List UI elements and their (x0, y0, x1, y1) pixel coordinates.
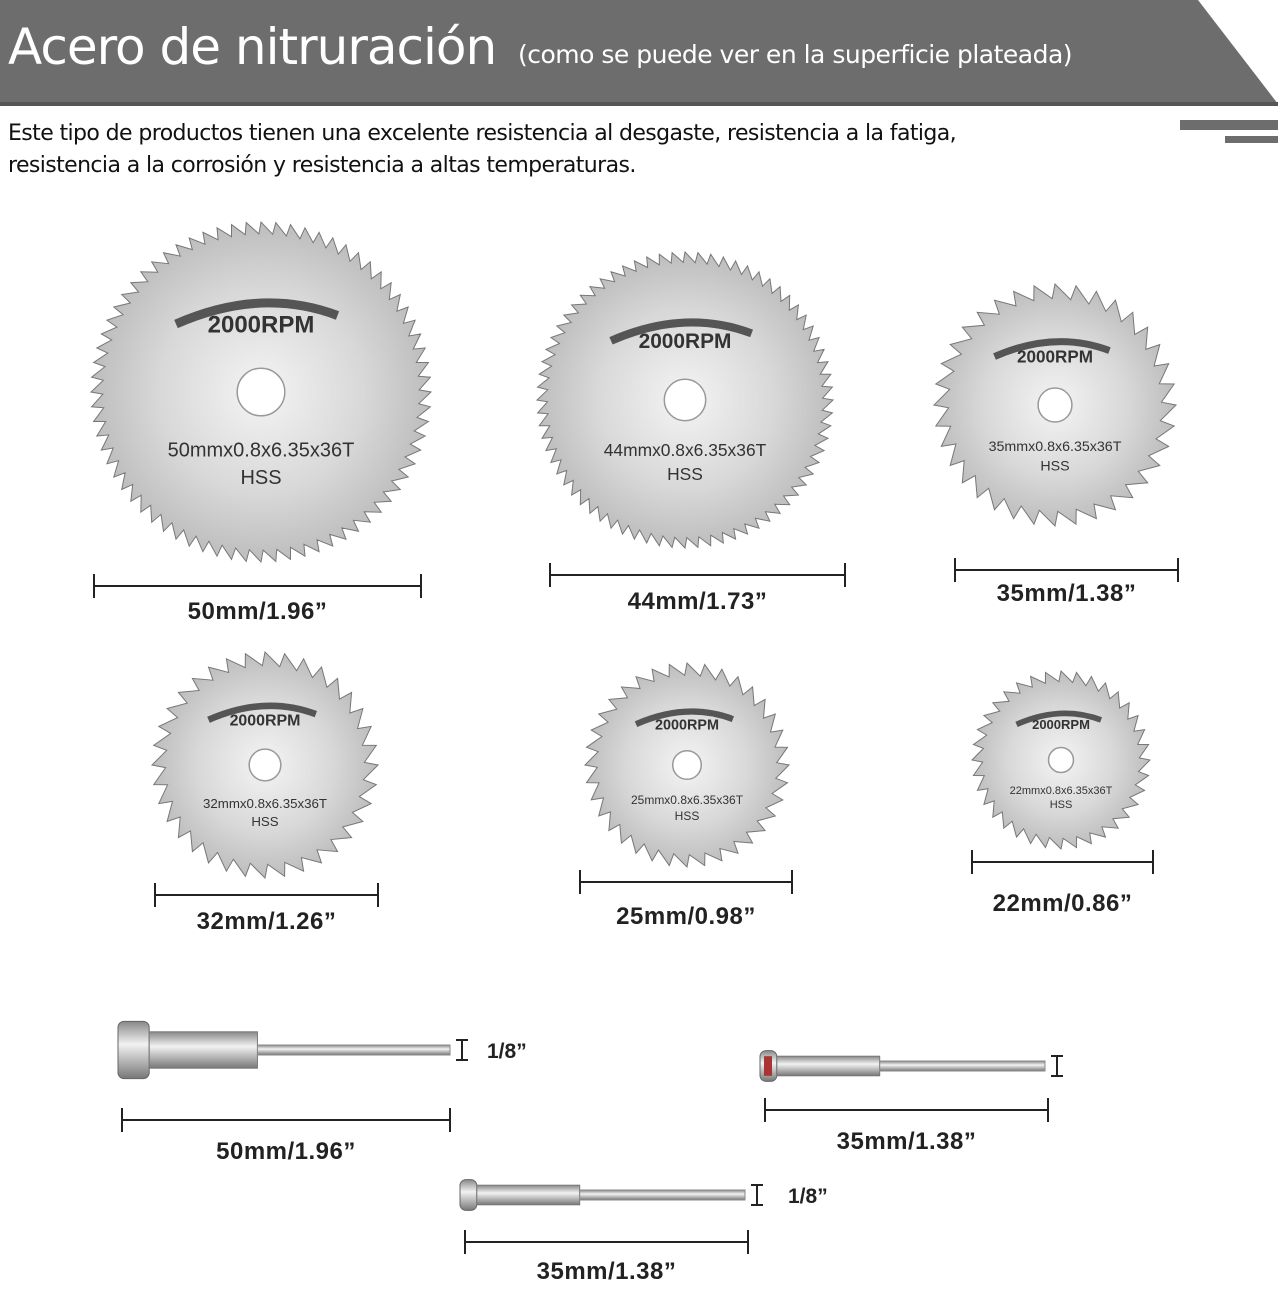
mandrel-shaft (580, 1190, 745, 1200)
mandrel-size-label: 35mm/1.38” (536, 1258, 677, 1285)
blade-size-label: 35mm/1.38” (996, 580, 1137, 607)
blade-spec: 50mmx0.8x6.35x36T (167, 439, 355, 462)
mandrel-size-label: 50mm/1.96” (216, 1138, 356, 1165)
blade-rpm: 2000RPM (638, 330, 732, 354)
saw-blade (972, 671, 1150, 849)
arbor-hole (673, 751, 702, 780)
saw-blade (537, 252, 833, 548)
arbor-hole (1038, 388, 1072, 422)
blade-material: HSS (1049, 799, 1073, 812)
blade-size-label: 25mm/0.98” (616, 903, 756, 930)
diameter-marker-icon (1051, 1056, 1063, 1076)
saw-blade (585, 663, 789, 867)
blade-size-label: 22mm/0.86” (992, 890, 1133, 917)
description-line: Este tipo de productos tienen una excelente resistencia al desgaste, resistencia a la fatiga, (8, 121, 957, 146)
shaft-diameter-label: 1/8” (788, 1185, 828, 1208)
mandrel (118, 1021, 468, 1078)
arbor-hole (249, 749, 281, 781)
blade-material: HSS (667, 463, 703, 484)
mandrel (760, 1051, 1063, 1082)
blade-size-label: 44mm/1.73” (627, 588, 768, 615)
description-line: resistencia a la corrosión y resistencia a altas temperaturas. (8, 153, 636, 178)
diameter-marker-icon (751, 1185, 763, 1205)
blade-rpm: 2000RPM (229, 712, 301, 730)
saw-blade (91, 222, 431, 562)
mandrel-screw-head (118, 1021, 149, 1078)
blade-rpm: 2000RPM (655, 717, 719, 734)
mandrel-body (477, 1185, 580, 1205)
mandrel-red-ring (764, 1056, 772, 1076)
blade-rpm: 2000RPM (1017, 347, 1093, 367)
mandrel-shaft (880, 1061, 1045, 1071)
arbor-hole (237, 368, 285, 416)
mandrel-body (149, 1032, 257, 1068)
page-title: Acero de nitruración (8, 18, 497, 76)
saw-blade (152, 652, 378, 878)
shaft-diameter-label: 1/8” (487, 1040, 527, 1063)
arbor-hole (1049, 748, 1074, 773)
blade-spec: 44mmx0.8x6.35x36T (603, 440, 767, 461)
blade-material: HSS (251, 814, 279, 830)
mandrel (460, 1180, 763, 1211)
blade-size-label: 32mm/1.26” (196, 908, 337, 935)
mandrel-shaft (257, 1045, 450, 1055)
blade-rpm: 2000RPM (207, 311, 315, 339)
arbor-hole (664, 379, 705, 420)
blade-spec: 32mmx0.8x6.35x36T (202, 795, 328, 811)
mandrel-screw-head (460, 1180, 477, 1211)
page-subtitle: (como se puede ver en la superficie plateada) (518, 40, 1073, 69)
diameter-marker-icon (456, 1040, 468, 1060)
blade-rpm: 2000RPM (1032, 716, 1090, 732)
blade-size-label: 50mm/1.96” (187, 598, 328, 625)
mandrel-size-label: 35mm/1.38” (836, 1128, 977, 1155)
mandrel-body (777, 1056, 880, 1076)
blade-spec: 25mmx0.8x6.35x36T (630, 792, 744, 807)
blade-material: HSS (240, 466, 282, 489)
blade-material: HSS (674, 809, 700, 824)
blade-material: HSS (1040, 458, 1070, 475)
saw-blade (934, 284, 1176, 526)
blade-spec: 35mmx0.8x6.35x36T (988, 438, 1122, 455)
blade-spec: 22mmx0.8x6.35x36T (1009, 784, 1113, 797)
